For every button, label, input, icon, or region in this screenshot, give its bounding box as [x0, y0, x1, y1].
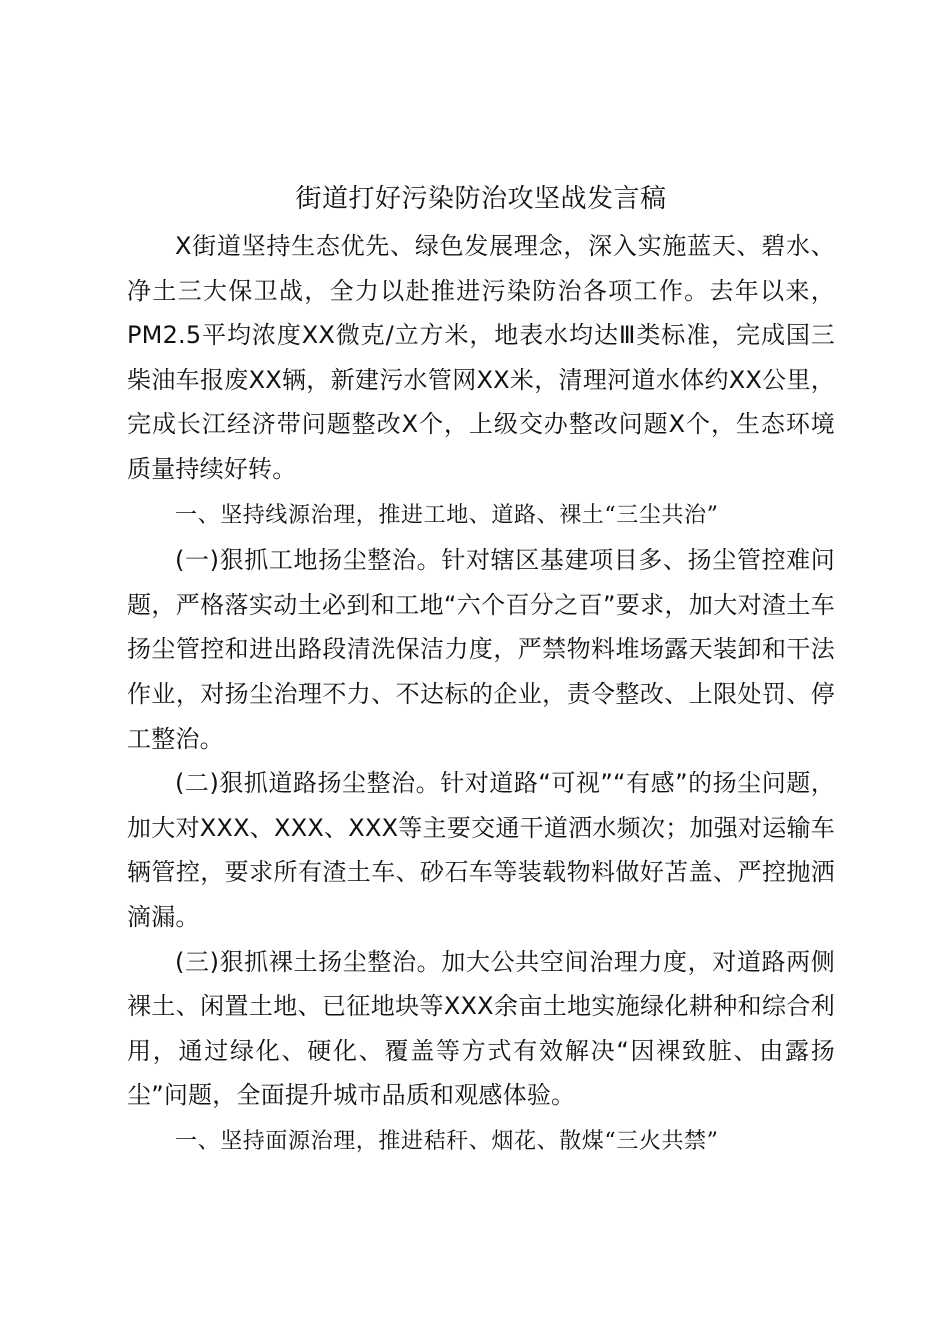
- document-title: 街道打好污染防治攻坚战发言稿: [295, 184, 667, 214]
- item-paragraph-1: (一)狠抓工地扬尘整治。针对辖区基建项目多、扬尘管控难问题，严格落实动土必到和工地“六个百分之百”要求，加大对渣土车扬尘管控和进出路段清洗保洁力度，严禁物料堆场露天装卸和干法作业，对扬尘治理不力、不达标的企业，责令整改、上限处罚、停工整治。: [127, 546, 835, 753]
- item-paragraph-2: (二)狠抓道路扬尘整治。针对道路“可视”“有感”的扬尘问题，加大对XXX、XXX、XXX等主要交通干道洒水频次；加强对运输车辆管控，要求所有渣土车、砂石车等装载物料做好苫盖、严控抛洒滴漏。: [127, 769, 835, 931]
- intro-paragraph: X街道坚持生态优先、绿色发展理念，深入实施蓝天、碧水、净土三大保卫战，全力以赴推进污染防治各项工作。去年以来，PM2.5平均浓度XX微克/立方米，地表水均达Ⅲ类标准，完成国三柴油车报废XX辆，新建污水管网XX米，清理河道水体约XX公里，完成长江经济带问题整改X个，上级交办整改问题X个，生态环境质量持续好转。: [127, 232, 835, 483]
- section-heading-1: 一、坚持线源治理，推进工地、道路、裸土“三尘共治”: [175, 502, 719, 528]
- item-paragraph-3: (三)狠抓裸土扬尘整治。加大公共空间治理力度，对道路两侧裸土、闲置土地、已征地块等XXX余亩土地实施绿化耕种和综合利用，通过绿化、硬化、覆盖等方式有效解决“因裸致脏、由露扬尘”问题，全面提升城市品质和观感体验。: [127, 947, 835, 1110]
- document-body: [127, 176, 835, 1164]
- section-heading-2: 一、坚持面源治理，推进秸秆、烟花、散煤“三火共禁”: [175, 1128, 719, 1154]
